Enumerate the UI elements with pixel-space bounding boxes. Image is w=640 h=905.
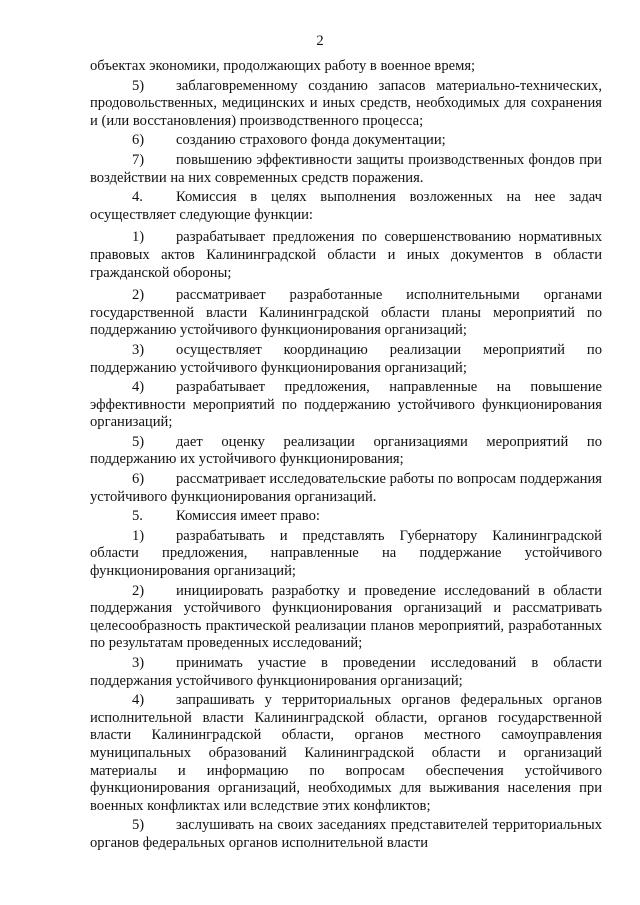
item-text: заблаговременному созданию запасов материально-технических, продовольственных, медицинских и иных средств, необходимых для сохранения и (или восстановления) производственного процесса; bbox=[90, 77, 602, 129]
item-number: 5. bbox=[132, 508, 143, 525]
item-text: Комиссия имеет право: bbox=[176, 508, 320, 525]
item-text: разрабатывает предложения по совершенствованию нормативных правовых актов Калининградской области и иных документов в области гражданской обороны; bbox=[90, 229, 602, 281]
item-number: 1) bbox=[132, 527, 145, 544]
item-number: 4) bbox=[132, 379, 145, 396]
item-text: созданию страхового фонда документации; bbox=[176, 132, 446, 149]
section-item bbox=[90, 508, 602, 526]
item-number: 2) bbox=[132, 582, 145, 599]
item-number: 5) bbox=[132, 77, 145, 94]
list-item bbox=[90, 692, 602, 815]
list-item bbox=[90, 132, 602, 150]
item-text: осуществляет координацию реализации мероприятий по поддержанию устойчивого функционирования организаций; bbox=[90, 341, 602, 376]
list-item bbox=[90, 379, 602, 432]
item-text: рассматривает разработанные исполнительными органами государственной власти Калининградской области планы мероприятий по поддержанию устойчивого функционирования организаций; bbox=[90, 287, 602, 339]
document-body bbox=[90, 58, 602, 853]
list-item bbox=[90, 78, 602, 131]
item-text: заслушивать на своих заседаниях представителей территориальных органов федеральных органов исполнительной власти bbox=[90, 817, 602, 851]
item-number: 4. bbox=[132, 189, 143, 206]
item-number: 4) bbox=[132, 692, 145, 709]
item-text: принимать участие в проведении исследований в области поддержания устойчивого функционирования организаций; bbox=[90, 655, 602, 689]
item-text: запрашивать у территориальных органов федеральных органов исполнительной власти Калининградской области, органов государственной власти Калининградской области, органов местного самоуправления муниципальных образований Калининградской области и организаций материалы и информацию по вопросам обеспечения устойчивого функционирования организаций, необходимых для выживания населения при военных конфликтах или вследствие этих конфликтов; bbox=[90, 692, 602, 814]
item-text: Комиссия в целях выполнения возложенных на нее задач осуществляет следующие функции: bbox=[90, 189, 602, 223]
list-item bbox=[90, 528, 602, 581]
item-number: 5) bbox=[132, 433, 145, 450]
item-text: рассматривает исследовательские работы по вопросам поддержания устойчивого функционирования организаций. bbox=[90, 471, 602, 505]
list-item bbox=[90, 583, 602, 653]
paragraph-continuation: объектах экономики, продолжающих работу в военное время; bbox=[90, 58, 476, 74]
item-text: разрабатывает предложения, направленные на повышение эффективности мероприятий по поддержанию устойчивого функционирования организаций; bbox=[90, 379, 602, 431]
item-number: 3) bbox=[132, 655, 145, 671]
section-item bbox=[90, 189, 602, 224]
item-number: 2) bbox=[132, 287, 145, 304]
item-number: 6) bbox=[132, 132, 145, 149]
item-text: повышению эффективности защиты производственных фондов при воздействии на них современных средств поражения. bbox=[90, 151, 602, 186]
list-item bbox=[90, 152, 602, 187]
item-number: 1) bbox=[132, 229, 145, 246]
item-number: 6) bbox=[132, 471, 145, 488]
page-number: 2 bbox=[316, 33, 324, 49]
list-item bbox=[90, 229, 602, 282]
list-item bbox=[90, 342, 602, 377]
item-number: 3) bbox=[132, 341, 145, 358]
list-item bbox=[90, 817, 602, 852]
item-number: 5) bbox=[132, 817, 145, 834]
item-text: разрабатывать и представлять Губернатору Калининградской области предложения, направленные на поддержание устойчивого функционирования организаций; bbox=[90, 527, 602, 580]
item-number: 7) bbox=[132, 151, 145, 168]
list-item bbox=[90, 434, 602, 469]
item-text: инициировать разработку и проведение исследований в области поддержания устойчивого функционирования организаций и рассматривать целесообразность практической реализации планов мероприятий, разработанных по результатам проведенных исследований; bbox=[90, 582, 602, 652]
list-item bbox=[90, 655, 602, 690]
item-text: дает оценку реализации организациями мероприятий по поддержанию их устойчивого функционирования; bbox=[90, 433, 602, 468]
list-item bbox=[90, 471, 602, 506]
list-item bbox=[90, 287, 602, 340]
